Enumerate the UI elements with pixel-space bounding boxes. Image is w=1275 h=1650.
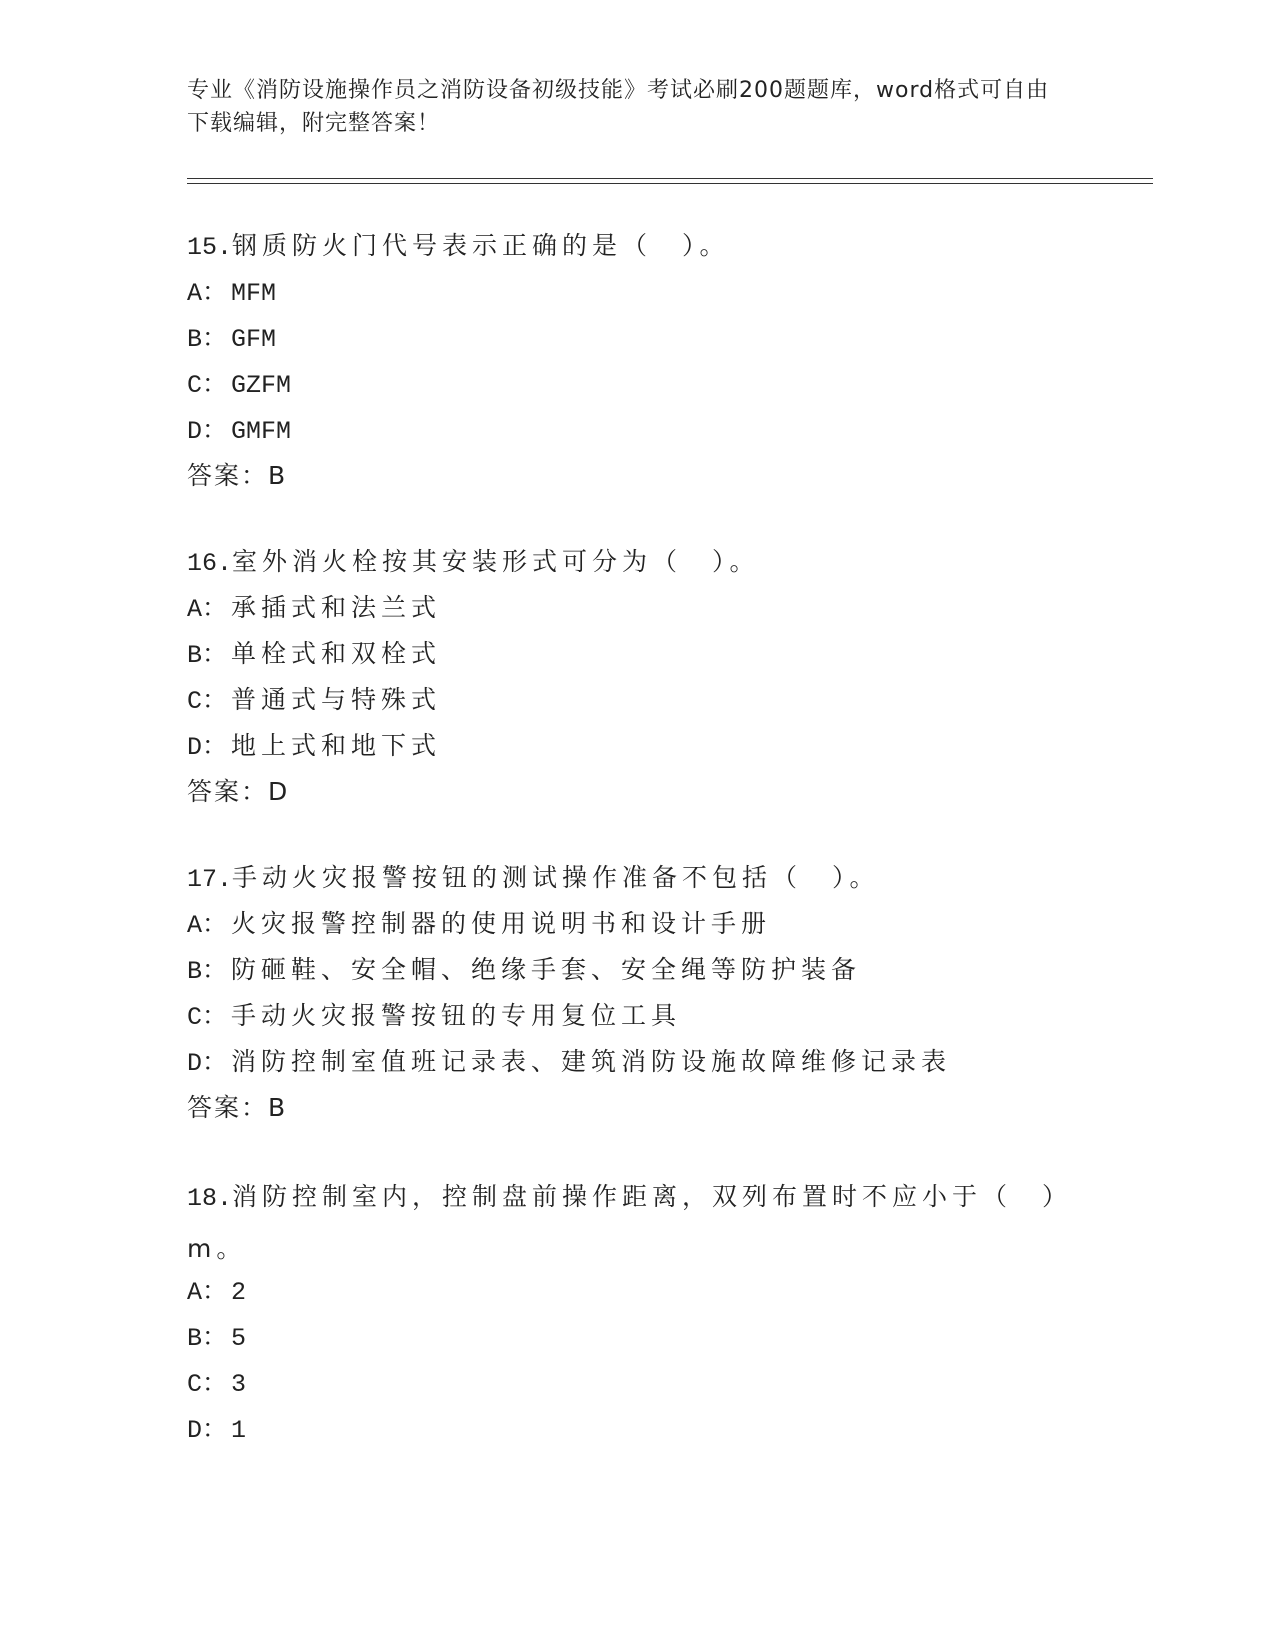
- option-d: [187, 413, 1087, 459]
- option-c: [187, 1366, 1087, 1412]
- option-key: C：: [187, 1003, 228, 1032]
- option-key: A：: [187, 1278, 228, 1307]
- question-number: 18.: [187, 1184, 233, 1213]
- option-key: A：: [187, 279, 228, 308]
- option-text: 单栓式和双栓式: [231, 639, 442, 668]
- header-divider-bottom: [187, 183, 1153, 184]
- option-key: B：: [187, 1324, 228, 1353]
- option-key: D：: [187, 1416, 228, 1445]
- question-stem-text: 钢质防火门代号表示正确的是（ ）。: [232, 231, 730, 260]
- option-text: 防砸鞋、安全帽、绝缘手套、安全绳等防护装备: [231, 955, 862, 984]
- option-text: GFM: [231, 325, 277, 354]
- option-key: D：: [187, 417, 228, 446]
- question-stem-text: 手动火灾报警按钮的测试操作准备不包括（ ）。: [232, 863, 880, 892]
- option-key: C：: [187, 687, 228, 716]
- option-c: [187, 367, 1087, 413]
- answer: 答案：B: [187, 1093, 288, 1122]
- option-b: [187, 1320, 1087, 1366]
- option-b: [187, 637, 1087, 683]
- option-a: [187, 275, 1087, 321]
- option-key: D：: [187, 1049, 228, 1078]
- option-text: 承插式和法兰式: [231, 593, 442, 622]
- option-a: [187, 591, 1087, 637]
- option-key: C：: [187, 1370, 228, 1399]
- option-d: [187, 729, 1087, 775]
- option-text: MFM: [231, 279, 277, 308]
- option-text: 2: [231, 1278, 247, 1307]
- question-number: 15.: [187, 233, 233, 262]
- option-text: 火灾报警控制器的使用说明书和设计手册: [231, 909, 772, 938]
- option-d: [187, 1045, 1087, 1091]
- question-stem: [187, 229, 1087, 275]
- option-b: [187, 321, 1087, 367]
- option-text: 消防控制室值班记录表、建筑消防设施故障维修记录表: [231, 1047, 952, 1076]
- question-15: [187, 229, 1087, 493]
- option-a: [187, 1274, 1087, 1320]
- option-text: 1: [231, 1416, 247, 1445]
- question-stem: [187, 545, 1087, 591]
- option-key: D：: [187, 733, 228, 762]
- option-b: [187, 953, 1087, 999]
- header-divider-top: [187, 178, 1153, 179]
- question-number: 16.: [187, 549, 233, 578]
- option-key: C：: [187, 371, 228, 400]
- option-text: 3: [231, 1370, 247, 1399]
- question-stem: [187, 1172, 1067, 1274]
- question-18: [187, 1172, 1087, 1458]
- question-number: 17.: [187, 865, 233, 894]
- option-text: GZFM: [231, 371, 292, 400]
- question-stem-text: 室外消火栓按其安装形式可分为（ ）。: [232, 547, 760, 576]
- option-c: [187, 683, 1087, 729]
- option-text: GMFM: [231, 417, 292, 446]
- question-stem: [187, 861, 1087, 907]
- option-key: B：: [187, 325, 228, 354]
- option-text: 普通式与特殊式: [231, 685, 442, 714]
- option-key: A：: [187, 595, 228, 624]
- header-text: 专业《消防设施操作员之消防设备初级技能》考试必刷200题题库，word格式可自由下载编辑，附完整答案！: [187, 78, 1050, 136]
- question-17: [187, 861, 1087, 1125]
- answer: 答案：B: [187, 461, 288, 490]
- option-text: 5: [231, 1324, 247, 1353]
- question-stem-text: 消防控制室内，控制盘前操作距离，双列布置时不应小于（ ）m。: [187, 1182, 1060, 1263]
- document-header: [187, 74, 1067, 140]
- option-key: A：: [187, 911, 228, 940]
- question-16: [187, 545, 1087, 809]
- option-a: [187, 907, 1087, 953]
- option-d: [187, 1412, 1087, 1458]
- option-text: 地上式和地下式: [231, 731, 442, 760]
- option-key: B：: [187, 641, 228, 670]
- option-c: [187, 999, 1087, 1045]
- answer: 答案：D: [187, 777, 290, 806]
- option-key: B：: [187, 957, 228, 986]
- option-text: 手动火灾报警按钮的专用复位工具: [231, 1001, 682, 1030]
